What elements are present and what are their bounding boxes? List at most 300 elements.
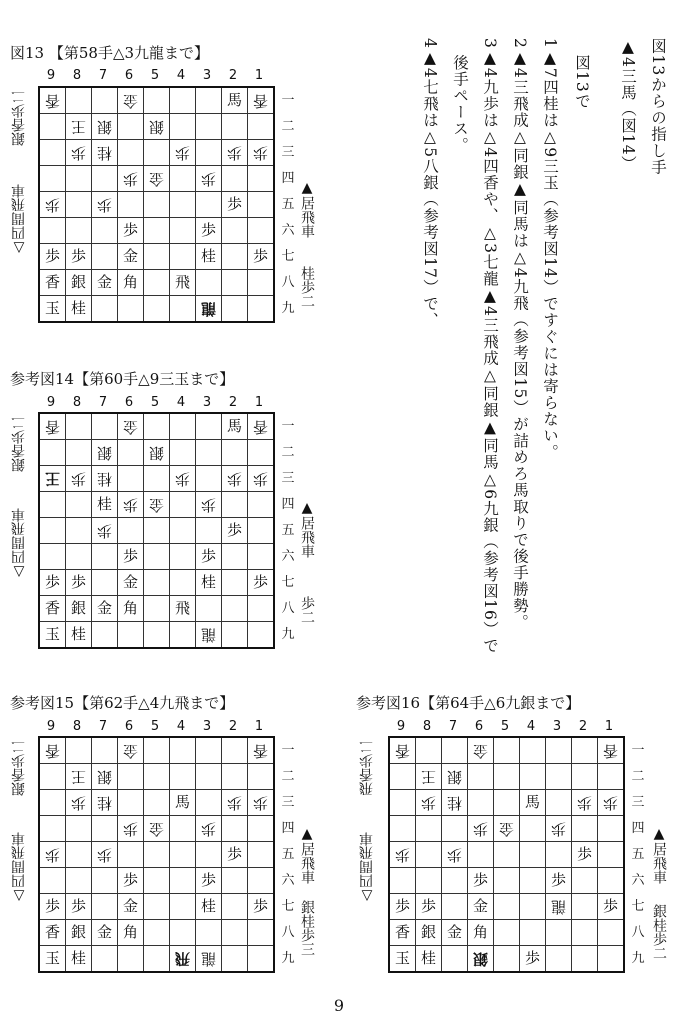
gote-piece: 歩 [226,470,242,488]
board-square [92,894,118,920]
board-square [494,738,520,764]
board-square [118,466,144,492]
sente-piece: 歩 [252,573,268,591]
board-square [390,816,416,842]
sente-label: ▲居飛車 [299,826,315,884]
board-square [222,296,248,321]
sente-piece: 歩 [550,871,566,889]
board-square [248,218,273,244]
board-square-piece [196,868,222,894]
sente-piece: 歩 [226,845,242,863]
column-number: 3 [552,719,562,734]
board-square-piece [196,166,222,192]
board-square-piece [92,842,118,868]
row-number: 一 [281,419,295,434]
gote-piece: 歩 [70,144,86,162]
board-square-piece [92,270,118,296]
board-square-piece [118,244,144,270]
gote-piece: 龍 [200,626,216,644]
gote-piece: 銀 [148,118,164,136]
board-square [442,946,468,971]
board-square [92,816,118,842]
sente-piece: 香 [44,923,60,941]
board-square-piece [222,466,248,492]
sente-piece: 歩 [200,547,216,565]
board-square [468,790,494,816]
board-square [144,894,170,920]
sente-piece: 歩 [226,521,242,539]
gote-piece: 歩 [252,144,268,162]
gote-piece: 桂 [446,794,462,812]
column-number: 6 [124,395,134,410]
board-square-piece [66,790,92,816]
board-square-piece [118,894,144,920]
board-square [196,842,222,868]
board-square-piece [92,192,118,218]
commentary-line: 図13からの指し手 [649,38,667,176]
gote-piece: 香 [602,742,618,760]
row-number: 七 [631,899,645,914]
row-number: 九 [281,301,295,316]
column-number: 7 [448,719,458,734]
board-square [66,414,92,440]
board-square-piece [66,296,92,321]
column-number: 2 [578,719,588,734]
board-square [196,192,222,218]
board-square [598,842,623,868]
board-square [118,192,144,218]
gote-hand: 銀香歩二 [11,416,27,472]
sente-piece: 歩 [394,897,410,915]
sente-piece: 飛 [174,273,190,291]
gote-piece: 歩 [446,846,462,864]
sente-piece: 歩 [44,897,60,915]
board-square [170,544,196,570]
board-square-piece [390,920,416,946]
gote-piece: 桂 [96,794,112,812]
board-square [118,140,144,166]
row-number: 五 [281,523,295,538]
board-square-piece [40,192,66,218]
board-square [144,544,170,570]
sente-piece: 角 [472,923,488,941]
board-square [40,518,66,544]
board-square-piece [222,790,248,816]
sente-piece: 香 [394,923,410,941]
board-square-piece [118,920,144,946]
board-square-piece [248,894,273,920]
gote-piece: 金 [122,418,138,436]
sente-piece: 金 [96,923,112,941]
board-square-piece [40,466,66,492]
board-square-piece [248,414,273,440]
diagram-title: 図13 【第58手△3九龍まで】 [10,44,210,62]
column-number: 7 [98,395,108,410]
board-square [196,920,222,946]
column-number: 7 [98,719,108,734]
board-square-piece [40,88,66,114]
column-number: 1 [254,719,264,734]
board-square-piece [546,868,572,894]
sente-piece: 歩 [122,871,138,889]
board-square-piece [442,842,468,868]
board-square [66,192,92,218]
board-square [144,920,170,946]
board-square [572,894,598,920]
sente-piece: 歩 [200,221,216,239]
column-number: 3 [202,719,212,734]
row-number: 五 [281,197,295,212]
board-square-piece [390,738,416,764]
sente-piece: 香 [44,273,60,291]
board-square [248,544,273,570]
board-square-piece [92,466,118,492]
board-square-piece [118,738,144,764]
board-square [196,140,222,166]
board-square-piece [468,894,494,920]
sente-piece: 桂 [420,949,436,967]
board-square-piece [248,738,273,764]
gote-piece: 歩 [576,794,592,812]
column-number: 2 [228,395,238,410]
board-square-piece [118,868,144,894]
board-square [494,868,520,894]
board-square [222,244,248,270]
sente-piece: 銀 [70,599,86,617]
commentary-line: 1▲7四桂は△9三玉（参考図14）ですぐには寄らない。 [541,38,559,461]
board-square [118,764,144,790]
gote-piece: 香 [44,742,60,760]
row-number: 七 [281,899,295,914]
board-square [546,738,572,764]
row-number: 一 [631,743,645,758]
board-square [572,764,598,790]
sente-piece: 金 [122,573,138,591]
board-square [170,842,196,868]
shogi-board [388,736,625,973]
board-square-piece [92,492,118,518]
sente-piece: 歩 [200,871,216,889]
board-square-piece [92,790,118,816]
sente-label: ▲居飛車 [299,180,315,238]
board-square [170,88,196,114]
board-square [248,114,273,140]
board-square-piece [468,868,494,894]
gote-piece: 歩 [420,794,436,812]
board-square [170,218,196,244]
board-square [144,738,170,764]
sente-piece: 歩 [226,195,242,213]
board-square [572,868,598,894]
gote-piece: 歩 [394,846,410,864]
sente-label: ▲居飛車 [299,500,315,558]
sente-piece: 歩 [44,247,60,265]
board-square-piece [92,114,118,140]
row-number: 三 [281,145,295,160]
sente-piece: 桂 [96,495,112,513]
gote-piece: 歩 [252,470,268,488]
board-square [170,920,196,946]
column-number: 1 [604,719,614,734]
board-square-piece [40,270,66,296]
gote-label: △四間飛車 [11,508,27,580]
board-square-piece [416,764,442,790]
board-square [144,244,170,270]
board-square [66,738,92,764]
board-square [248,440,273,466]
column-number: 1 [254,395,264,410]
board-square-piece [40,920,66,946]
board-square-piece [390,946,416,971]
row-number: 七 [281,249,295,264]
row-number: 二 [281,769,295,784]
sente-piece: 角 [122,923,138,941]
sente-label: ▲居飛車 [651,826,667,884]
column-number: 8 [72,719,82,734]
row-number: 二 [281,119,295,134]
board-square-piece [170,790,196,816]
board-square-piece [520,946,546,971]
sente-piece: 歩 [70,897,86,915]
commentary-line: 3▲4九歩は△4四香や、△3七龍▲4三飛成△同銀▲同馬△6九銀（参考図16）で [481,38,499,654]
board-square [390,764,416,790]
gote-label: △四間飛車 [359,832,375,904]
sente-piece: 馬 [226,91,242,109]
sente-piece: 歩 [122,221,138,239]
gote-piece: 金 [122,92,138,110]
board-square [92,88,118,114]
board-square [144,790,170,816]
board-square-piece [546,816,572,842]
column-number: 9 [396,719,406,734]
board-square [118,518,144,544]
board-square [248,622,273,647]
board-square-piece [66,466,92,492]
board-square [222,270,248,296]
board-square-piece [66,570,92,596]
board-square [196,518,222,544]
gote-piece: 龍 [550,898,566,916]
board-square [66,88,92,114]
sente-piece: 歩 [252,247,268,265]
board-square [118,440,144,466]
sente-piece: 歩 [122,547,138,565]
board-square [222,622,248,647]
gote-piece: 歩 [200,170,216,188]
board-square [118,790,144,816]
row-number: 四 [281,171,295,186]
gote-piece: 香 [44,92,60,110]
board-square [248,270,273,296]
board-square-piece [118,414,144,440]
board-square-piece [468,816,494,842]
board-square [66,518,92,544]
sente-piece: 歩 [602,897,618,915]
board-square-piece [118,492,144,518]
board-square [572,920,598,946]
sente-piece: 歩 [70,573,86,591]
board-square-piece [222,192,248,218]
board-square-piece [196,946,222,971]
board-square-piece [66,270,92,296]
board-square-piece [248,140,273,166]
board-square [196,414,222,440]
board-square [248,166,273,192]
board-square-piece [66,920,92,946]
board-square [416,738,442,764]
board-square-piece [92,518,118,544]
board-square-piece [416,894,442,920]
board-square-piece [248,790,273,816]
board-square [144,270,170,296]
row-number: 五 [631,847,645,862]
board-square-piece [170,270,196,296]
gote-piece: 金 [498,820,514,838]
board-square [442,868,468,894]
board-square [222,218,248,244]
board-square [494,842,520,868]
board-square [170,244,196,270]
board-square [144,596,170,622]
gote-piece: 桂 [96,470,112,488]
sente-piece: 歩 [472,871,488,889]
gote-piece: 香 [252,92,268,110]
board-square [170,816,196,842]
board-square [248,920,273,946]
board-square [196,466,222,492]
sente-hand: 銀桂歩二 [651,904,667,960]
board-square [196,764,222,790]
sente-hand: 銀桂歩三 [299,900,315,956]
board-square [196,738,222,764]
board-square-piece [222,518,248,544]
row-number: 八 [631,925,645,940]
sente-hand: 歩二 [299,596,315,624]
board-square [494,920,520,946]
board-square [494,946,520,971]
column-number: 2 [228,719,238,734]
gote-piece: 龍 [200,300,216,318]
board-square [40,218,66,244]
board-square [170,296,196,321]
board-square [196,270,222,296]
column-number: 9 [46,68,56,83]
board-square-piece [222,88,248,114]
gote-piece: 歩 [70,470,86,488]
board-square-piece [40,622,66,647]
commentary-line: ▲4三馬（図14） [619,38,637,173]
board-square [66,868,92,894]
board-square [222,492,248,518]
board-square [92,218,118,244]
board-square-piece [416,946,442,971]
sente-piece: 歩 [576,845,592,863]
column-number: 6 [474,719,484,734]
gote-hand: 銀香歩二 [11,740,27,796]
gote-piece: 銀 [148,444,164,462]
board-square-piece [170,596,196,622]
row-number: 七 [281,575,295,590]
board-square-piece [118,218,144,244]
board-square-piece [118,88,144,114]
board-square-piece [170,946,196,971]
page-number: 9 [333,996,345,1015]
column-number: 4 [176,719,186,734]
board-square [520,920,546,946]
row-number: 三 [281,795,295,810]
shogi-board [38,736,275,973]
shogi-board [38,412,275,649]
sente-piece: 歩 [44,573,60,591]
board-square [546,842,572,868]
board-square [416,816,442,842]
board-square [222,570,248,596]
board-square [92,166,118,192]
gote-piece: 歩 [70,794,86,812]
board-square-piece [170,140,196,166]
board-square-piece [40,596,66,622]
board-square-piece [118,596,144,622]
column-number: 4 [526,719,536,734]
gote-piece: 歩 [122,820,138,838]
gote-piece: 香 [252,418,268,436]
board-square [144,622,170,647]
board-square [144,518,170,544]
row-number: 一 [281,743,295,758]
board-square [222,920,248,946]
board-square-piece [390,842,416,868]
gote-piece: 歩 [44,846,60,864]
board-square [170,492,196,518]
board-square [170,622,196,647]
board-square [572,738,598,764]
board-square-piece [196,622,222,647]
board-square-piece [40,946,66,971]
board-square [92,414,118,440]
board-square [92,946,118,971]
row-number: 九 [281,951,295,966]
column-number: 6 [124,68,134,83]
board-square [222,440,248,466]
commentary-line: 2▲4三飛成△同銀▲同馬は△4九飛（参考図15）が詰めろ馬取りで後手勝勢。 [511,38,529,631]
board-square-piece [40,414,66,440]
board-square [416,868,442,894]
board-square [520,842,546,868]
gote-piece: 龍 [200,950,216,968]
gote-piece: 歩 [44,196,60,214]
board-square [442,738,468,764]
board-square-piece [66,596,92,622]
board-square-piece [196,570,222,596]
board-square [248,192,273,218]
board-square [248,296,273,321]
board-square [416,842,442,868]
commentary-line: 4▲4七飛は△5八銀（参考図17）で、 [421,38,439,329]
row-number: 八 [281,925,295,940]
board-square-piece [196,218,222,244]
board-square [144,842,170,868]
board-square [170,440,196,466]
board-square [222,738,248,764]
column-number: 5 [150,395,160,410]
row-number: 六 [281,223,295,238]
board-square-piece [520,790,546,816]
board-square-piece [40,570,66,596]
gote-piece: 歩 [200,496,216,514]
row-number: 六 [281,549,295,564]
board-square-piece [222,414,248,440]
sente-piece: 桂 [70,299,86,317]
